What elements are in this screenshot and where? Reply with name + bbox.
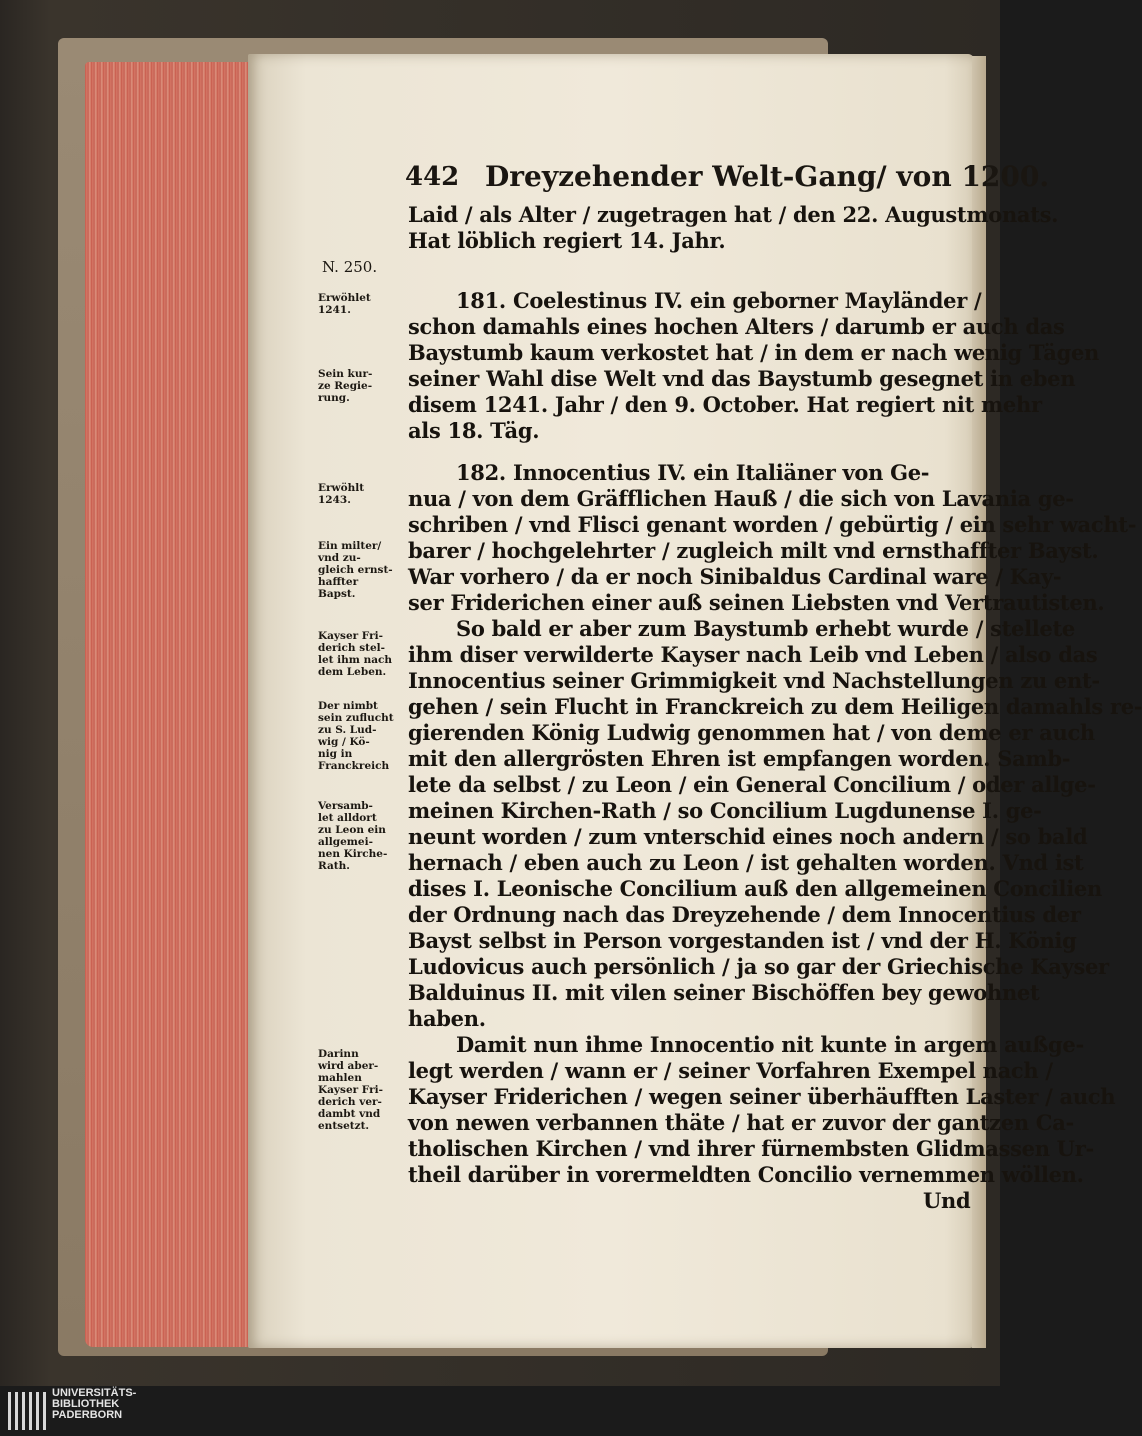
- margin-note-erwaehlt-1241: [318, 292, 371, 316]
- margin-note-line: wig / Kö-: [318, 736, 370, 748]
- body-line: Bayst selbst in Person vorgestanden ist / vnd der H. König: [408, 928, 1077, 953]
- body-line: neunt worden / zum vnterschid eines noch andern / so bald: [408, 824, 1088, 849]
- body-line: 182. Innocentius IV. ein Italiäner von Ge-: [456, 460, 930, 485]
- margin-note-line: gleich ernst-: [318, 564, 393, 576]
- margin-note-line: zu Leon ein: [318, 824, 386, 836]
- body-line: gierenden König Ludwig genommen hat / von deme er auch: [408, 720, 1095, 745]
- body-line: So bald er aber zum Baystumb erhebt wurde / stellete: [456, 616, 1075, 641]
- margin-note-line: let alldort: [318, 812, 377, 824]
- body-line: Balduinus II. mit vilen seiner Bischöffen bey gewohnet: [408, 980, 1040, 1005]
- body-line: Laid / als Alter / zugetragen hat / den 22. Augustmonats.: [408, 202, 1059, 227]
- body-line: nua / von dem Gräfflichen Hauß / die sich von Lavania ge-: [408, 486, 1074, 511]
- margin-note-line: wird aber-: [318, 1060, 379, 1072]
- body-line: ser Friderichen einer auß seinen Liebsten vnd Vertrautisten.: [408, 590, 1105, 615]
- body-line: gehen / sein Flucht in Franckreich zu dem Heiligen damahls re-: [408, 694, 1142, 719]
- margin-note-line: nen Kirche-: [318, 848, 388, 860]
- margin-note-line: Der nimbt: [318, 700, 378, 712]
- margin-note-line: 1241.: [318, 304, 351, 316]
- margin-note-line: Darinn: [318, 1048, 359, 1060]
- margin-note-line: zu S. Lud-: [318, 724, 377, 736]
- body-line: hernach / eben auch zu Leon / ist gehalten worden. Vnd ist: [408, 850, 1084, 875]
- margin-note-line: haffter: [318, 576, 359, 588]
- body-line: dises I. Leonische Concilium auß den allgemeinen Concilien: [408, 876, 1102, 901]
- margin-note-zuflucht: [318, 700, 394, 772]
- body-line: Kayser Friderichen / wegen seiner überhäufften Laster / auch: [408, 1084, 1116, 1109]
- logo-line-3: PADERBORN: [52, 1409, 123, 1421]
- body-line: Hat löblich regiert 14. Jahr.: [408, 228, 726, 253]
- margin-note-line: Bapst.: [318, 588, 356, 600]
- body-line: seiner Wahl dise Welt vnd das Baystumb gesegnet in eben: [408, 366, 1076, 391]
- margin-note-line: Versamb-: [318, 800, 373, 812]
- margin-note-line: Franckreich: [318, 760, 390, 772]
- body-line: schon damahls eines hochen Alters / darumb er auch das: [408, 314, 1065, 339]
- margin-note-line: ze Regie-: [318, 380, 373, 392]
- footer-bar: [0, 1386, 1000, 1436]
- body-line: schriben / vnd Flisci genant worden / gebürtig / ein sehr wacht-: [408, 512, 1137, 537]
- body-line: tholischen Kirchen / vnd ihrer fürnembsten Glidmassen Ur-: [408, 1136, 1094, 1161]
- margin-note-line: rung.: [318, 392, 350, 404]
- body-line: meinen Kirchen-Rath / so Concilium Lugdunense I. ge-: [408, 798, 1042, 823]
- body-line: von newen verbannen thäte / hat er zuvor der gantzen Ca-: [408, 1110, 1074, 1135]
- body-line: lete da selbst / zu Leon / ein General Concilium / oder allge-: [408, 772, 1096, 797]
- body-line: der Ordnung nach das Dreyzehende / dem Innocentius der: [408, 902, 1081, 927]
- body-line: War vorhero / da er noch Sinibaldus Cardinal ware / Kay-: [408, 564, 1062, 589]
- margin-note-line: Sein kur-: [318, 368, 373, 380]
- body-line: mit den allergrösten Ehren ist empfangen worden. Samb-: [408, 746, 1071, 771]
- margin-note-line: nig in: [318, 748, 353, 760]
- body-line: disem 1241. Jahr / den 9. October. Hat regiert nit mehr: [408, 392, 1042, 417]
- margin-note-line: allgemei-: [318, 836, 373, 848]
- margin-note-erwaehlt-1243: [318, 482, 364, 506]
- margin-note-line: 1243.: [318, 494, 351, 506]
- margin-note-line: dambt vnd: [318, 1108, 381, 1120]
- body-line: ihm diser verwilderte Kayser nach Leib vnd Leben / also das: [408, 642, 1098, 667]
- margin-marker: N. 250.: [322, 258, 378, 276]
- margin-note-verdambt: [318, 1048, 383, 1132]
- margin-note-line: Rath.: [318, 860, 350, 872]
- body-line: theil darüber in vorermeldten Concilio vernemmen wöllen.: [408, 1162, 1084, 1187]
- body-line: Ludovicus auch persönlich / ja so gar der Griechische Kayser: [408, 954, 1109, 979]
- margin-note-kurze-regierung: [318, 368, 372, 404]
- page-header: [405, 158, 1050, 198]
- margin-note-line: dem Leben.: [318, 666, 387, 678]
- body-line: legt werden / wann er / seiner Vorfahren Exempel nach /: [408, 1058, 1053, 1083]
- margin-note-line: Kayser Fri-: [318, 1084, 383, 1096]
- margin-note-versamblet: [318, 800, 387, 872]
- margin-note-line: Ein milter/: [318, 540, 382, 552]
- body-line: haben.: [408, 1006, 486, 1031]
- page-block-edge: [85, 62, 257, 1347]
- margin-note-line: derich stel-: [318, 642, 386, 654]
- margin-note-line: let ihm nach: [318, 654, 393, 666]
- margin-note-line: sein zuflucht: [318, 712, 394, 724]
- margin-note-line: Kayser Fri-: [318, 630, 383, 642]
- margin-note-line: mahlen: [318, 1072, 362, 1084]
- margin-note-line: entsetzt.: [318, 1120, 370, 1132]
- running-title: Dreyzehender Welt-Gang/ von 1200.: [485, 160, 1050, 193]
- library-logo-icon: [6, 1392, 46, 1430]
- logo-line-1: UNIVERSITÄTS-: [52, 1387, 137, 1399]
- body-line: als 18. Täg.: [408, 418, 540, 443]
- margin-note-line: vnd zu-: [318, 552, 361, 564]
- margin-note-line: Erwöhlet: [318, 292, 371, 304]
- library-logo-text: [52, 1388, 136, 1421]
- body-line: Baystumb kaum verkostet hat / in dem er nach wenig Tägen: [408, 340, 1100, 365]
- page-number: 442: [405, 162, 460, 192]
- margin-note-kayser-friderich: [318, 630, 392, 678]
- margin-note-milter-papst: [318, 540, 393, 600]
- body-line: barer / hochgelehrter / zugleich milt vnd ernsthaffter Bayst.: [408, 538, 1099, 563]
- body-line: Damit nun ihme Innocentio nit kunte in argem außge-: [456, 1032, 1084, 1057]
- logo-line-2: BIBLIOTHEK: [52, 1398, 120, 1410]
- body-line: Innocentius seiner Grimmigkeit vnd Nachstellungen zu ent-: [408, 668, 1100, 693]
- margin-note-line: Erwöhlt: [318, 482, 365, 494]
- body-line: 181. Coelestinus IV. ein geborner Mayländer /: [456, 288, 982, 313]
- margin-note-line: derich ver-: [318, 1096, 382, 1108]
- body-line: Und: [923, 1188, 971, 1213]
